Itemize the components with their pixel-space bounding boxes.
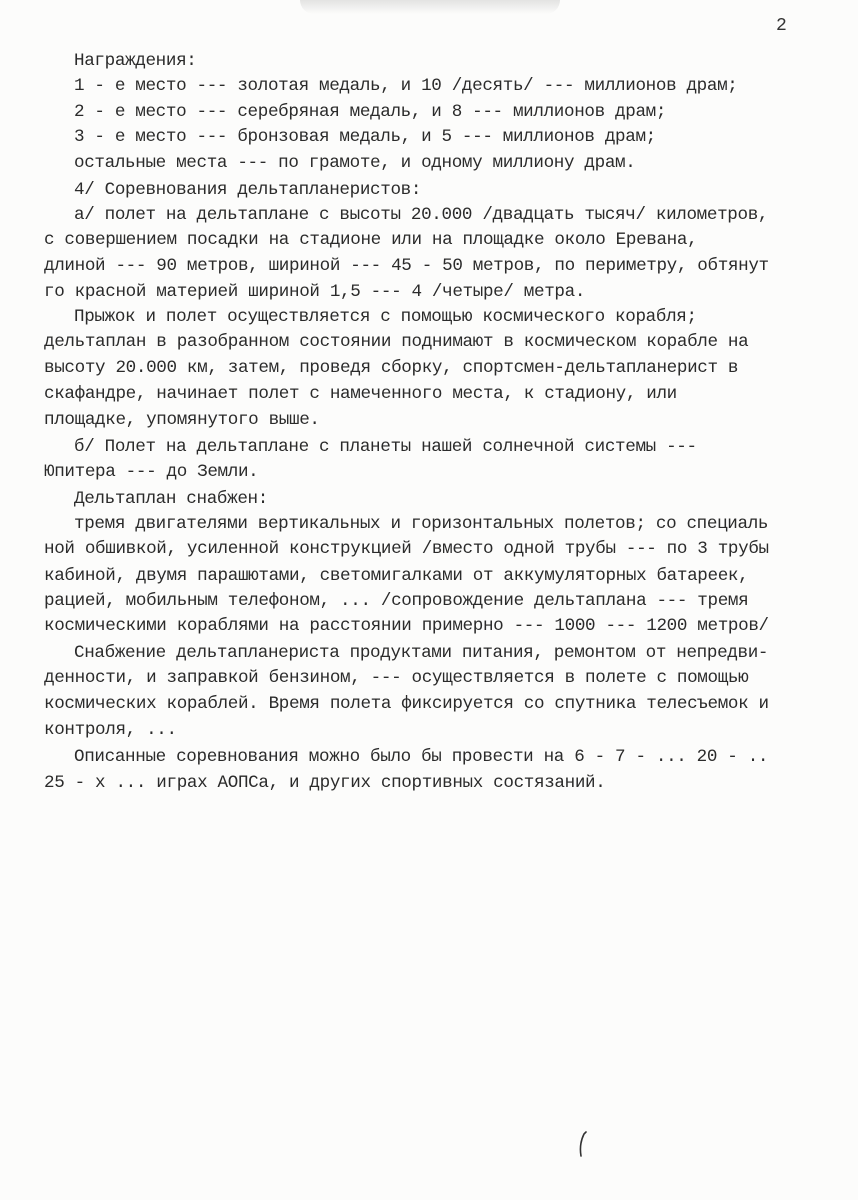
text-line: а/ полет на дельтаплане с высоты 20.000 /двадцать тысяч/ километров, <box>74 205 769 225</box>
text-line: космических кораблей. Время полета фиксируется со спутника телесъемок и <box>44 694 769 714</box>
text-line: высоту 20.000 км, затем, проведя сборку, спортсмен-дельтапланерист в <box>44 358 739 378</box>
text-line: денности, и заправкой бензином, --- осуществляется в полете с помощью <box>44 668 749 688</box>
text-line: го красной материей шириной 1,5 --- 4 /четыре/ метра. <box>44 282 586 302</box>
text-line: площадке, упомянутого выше. <box>44 410 320 430</box>
text-line: 1 - е место --- золотая медаль, и 10 /десять/ --- миллионов драм; <box>74 76 738 96</box>
text-line: длиной --- 90 метров, шириной --- 45 - 50 метров, по периметру, обтянут <box>44 256 769 276</box>
text-line: 2 - е место --- серебряная медаль, и 8 --- миллионов драм; <box>74 102 667 122</box>
text-line: Дельтаплан снабжен: <box>74 489 268 509</box>
text-line: скафандре, начинает полет с намеченного места, к стадиону, или <box>44 384 677 404</box>
text-line: Прыжок и полет осуществляется с помощью космического корабля; <box>74 307 697 327</box>
text-line: остальные места --- по грамоте, и одному миллиону драм. <box>74 153 636 173</box>
text-line: космическими кораблями на расстоянии примерно --- 1000 --- 1200 метров/ <box>44 616 769 636</box>
text-line: кабиной, двумя парашютами, светомигалками от аккумуляторных батареек, <box>44 566 749 586</box>
text-line: с совершением посадки на стадионе или на площадке около Еревана, <box>44 230 698 250</box>
text-line: рацией, мобильным телефоном, ... /сопровождение дельтаплана --- тремя <box>44 591 749 611</box>
text-line: Награждения: <box>74 51 197 71</box>
pen-stroke-mark <box>572 1128 592 1158</box>
text-line: б/ Полет на дельтаплане с планеты нашей солнечной системы --- <box>74 437 697 457</box>
text-line: тремя двигателями вертикальных и горизонтальных полетов; со специаль <box>74 514 769 534</box>
text-line: дельтаплан в разобранном состоянии поднимают в космическом корабле на <box>44 332 749 352</box>
text-line: 25 - х ... играх АОПСа, и других спортивных состязаний. <box>44 773 606 793</box>
text-line: контроля, ... <box>44 720 177 740</box>
page-number: 2 <box>776 16 787 36</box>
text-line: Описанные соревнования можно было бы провести на 6 - 7 - ... 20 - .. <box>74 747 769 767</box>
text-line: 3 - е место --- бронзовая медаль, и 5 --- миллионов драм; <box>74 127 656 147</box>
text-line: ной обшивкой, усиленной конструкцией /вместо одной трубы --- по 3 трубы <box>44 539 769 559</box>
header-smudge <box>300 0 560 14</box>
text-line: Юпитера --- до Земли. <box>44 462 259 482</box>
text-line: 4/ Соревнования дельтапланеристов: <box>74 180 422 200</box>
text-line: Снабжение дельтапланериста продуктами питания, ремонтом от непредви- <box>74 643 769 663</box>
